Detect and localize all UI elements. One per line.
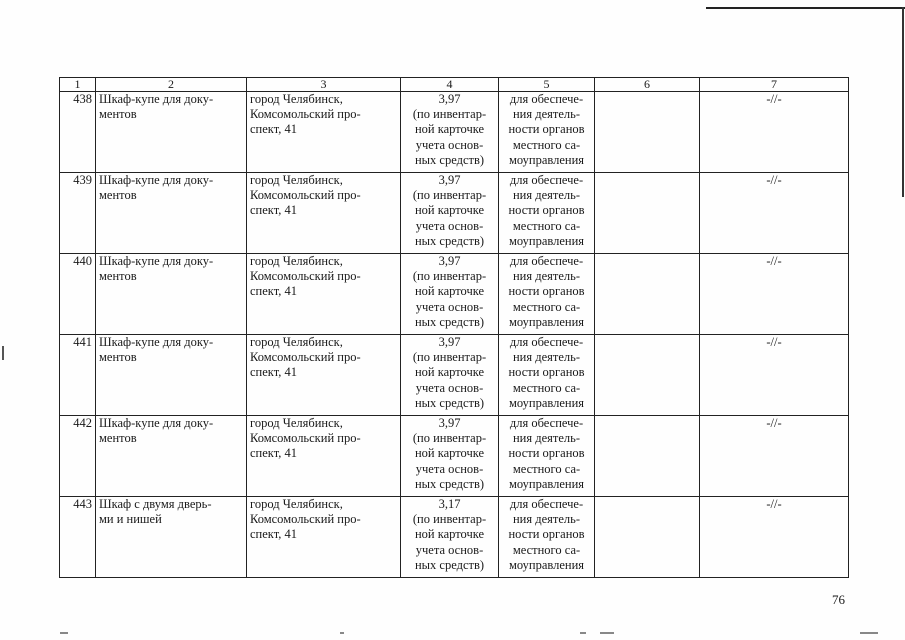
item-cost: 3,97 (по инвентар- ной карточке учета основ- ных средств)	[401, 92, 499, 173]
row-number: 439	[60, 173, 96, 254]
header-cell-5: 5	[499, 78, 595, 92]
table-row	[60, 497, 849, 578]
item-purpose: для обеспече- ния деятель- ности органов местного са- моуправления	[499, 335, 595, 416]
inventory-table	[59, 77, 849, 578]
item-col6	[595, 173, 700, 254]
item-name: Шкаф-купе для доку- ментов	[96, 335, 247, 416]
item-purpose: для обеспече- ния деятель- ности органов местного са- моуправления	[499, 497, 595, 578]
row-number: 443	[60, 497, 96, 578]
item-purpose: для обеспече- ния деятель- ности органов местного са- моуправления	[499, 92, 595, 173]
item-col7: -//-	[700, 335, 849, 416]
item-cost: 3,97 (по инвентар- ной карточке учета основ- ных средств)	[401, 416, 499, 497]
header-cell-2: 2	[96, 78, 247, 92]
table-row	[60, 254, 849, 335]
item-col7: -//-	[700, 173, 849, 254]
table-row	[60, 92, 849, 173]
item-address: город Челябинск, Комсомольский про- спект, 41	[247, 92, 401, 173]
item-name: Шкаф-купе для доку- ментов	[96, 92, 247, 173]
item-name: Шкаф-купе для доку- ментов	[96, 254, 247, 335]
item-address: город Челябинск, Комсомольский про- спект, 41	[247, 335, 401, 416]
header-row	[60, 78, 849, 92]
header-cell-7: 7	[700, 78, 849, 92]
item-col6	[595, 335, 700, 416]
item-col7: -//-	[700, 497, 849, 578]
row-number: 440	[60, 254, 96, 335]
row-number: 438	[60, 92, 96, 173]
item-col6	[595, 254, 700, 335]
scan-edge-right	[902, 7, 904, 197]
item-cost: 3,17 (по инвентар- ной карточке учета основ- ных средств)	[401, 497, 499, 578]
table-row	[60, 173, 849, 254]
item-name: Шкаф-купе для доку- ментов	[96, 173, 247, 254]
scan-edge-top	[706, 7, 905, 9]
table-row	[60, 335, 849, 416]
header-cell-4: 4	[401, 78, 499, 92]
item-cost: 3,97 (по инвентар- ной карточке учета основ- ных средств)	[401, 335, 499, 416]
item-name: Шкаф с двумя дверь- ми и нишей	[96, 497, 247, 578]
item-cost: 3,97 (по инвентар- ной карточке учета основ- ных средств)	[401, 254, 499, 335]
item-purpose: для обеспече- ния деятель- ности органов местного са- моуправления	[499, 254, 595, 335]
header-cell-1: 1	[60, 78, 96, 92]
item-address: город Челябинск, Комсомольский про- спект, 41	[247, 254, 401, 335]
item-cost: 3,97 (по инвентар- ной карточке учета основ- ных средств)	[401, 173, 499, 254]
scan-edge-left	[2, 346, 4, 360]
item-address: город Челябинск, Комсомольский про- спект, 41	[247, 497, 401, 578]
item-name: Шкаф-купе для доку- ментов	[96, 416, 247, 497]
header-cell-6: 6	[595, 78, 700, 92]
row-number: 442	[60, 416, 96, 497]
scan-bottom-specks	[60, 632, 900, 636]
page-number: 76	[832, 592, 845, 607]
item-address: город Челябинск, Комсомольский про- спект, 41	[247, 173, 401, 254]
header-cell-3: 3	[247, 78, 401, 92]
item-address: город Челябинск, Комсомольский про- спект, 41	[247, 416, 401, 497]
item-col6	[595, 92, 700, 173]
item-col6	[595, 416, 700, 497]
item-col7: -//-	[700, 254, 849, 335]
item-col6	[595, 497, 700, 578]
row-number: 441	[60, 335, 96, 416]
item-purpose: для обеспече- ния деятель- ности органов местного са- моуправления	[499, 173, 595, 254]
item-col7: -//-	[700, 416, 849, 497]
item-col7: -//-	[700, 92, 849, 173]
table-row	[60, 416, 849, 497]
item-purpose: для обеспече- ния деятель- ности органов местного са- моуправления	[499, 416, 595, 497]
